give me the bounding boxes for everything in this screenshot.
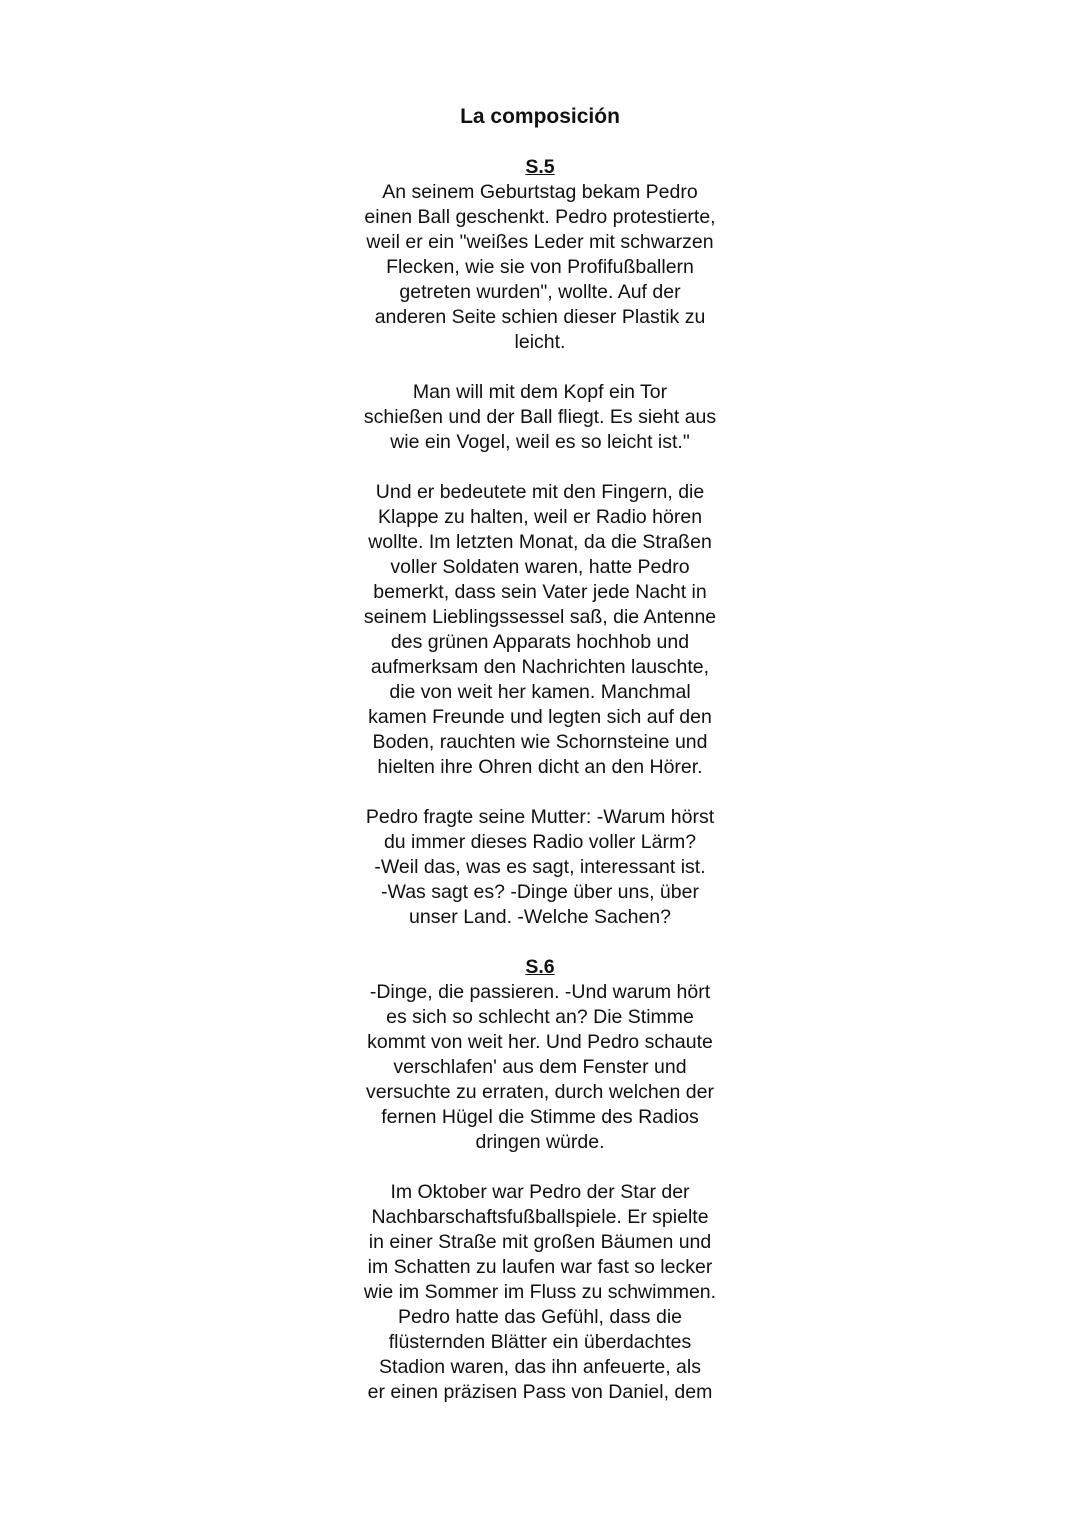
- text-line: Man will mit dem Kopf ein Tor: [412, 381, 668, 403]
- text-line: wie ein Vogel, weil es so leicht ist.": [390, 431, 690, 453]
- text-line: verschlafen' aus dem Fenster und: [393, 1056, 687, 1078]
- text-line: Klappe zu halten, weil er Radio hören: [377, 506, 703, 528]
- text-line: Nachbarschaftsfußballspiele. Er spielte: [371, 1206, 709, 1228]
- text-line: Flecken, wie sie von Profifußballern: [386, 256, 694, 278]
- text-line: Im Oktober war Pedro der Star der: [390, 1181, 690, 1203]
- text-line: kommt von weit her. Und Pedro schaute: [367, 1031, 713, 1053]
- text-line: bemerkt, dass sein Vater jede Nacht in: [373, 581, 707, 603]
- text-line: hielten ihre Ohren dicht an den Hörer.: [377, 756, 703, 778]
- text-line: er einen präzisen Pass von Daniel, dem: [367, 1381, 713, 1403]
- paragraph-spacer: [330, 455, 750, 480]
- text-line: im Schatten zu laufen war fast so lecker: [367, 1256, 713, 1278]
- text-column: [330, 155, 750, 1405]
- section-label: S.6: [525, 956, 555, 978]
- text-line: An seinem Geburtstag bekam Pedro: [382, 181, 698, 203]
- paragraph: [330, 480, 750, 780]
- paragraph-spacer: [330, 780, 750, 805]
- text-line: voller Soldaten waren, hatte Pedro: [390, 556, 690, 578]
- text-line: Boden, rauchten wie Schornsteine und: [372, 731, 708, 753]
- paragraph: [330, 1180, 750, 1405]
- text-line: einen Ball geschenkt. Pedro protestierte,: [364, 206, 716, 228]
- text-line: es sich so schlecht an? Die Stimme: [386, 1006, 694, 1028]
- section-spacer: [330, 930, 750, 955]
- text-line: Und er bedeutete mit den Fingern, die: [375, 481, 705, 503]
- paragraph-spacer: [330, 1155, 750, 1180]
- text-line: schießen und der Ball fliegt. Es sieht aus: [363, 406, 717, 428]
- text-line: des grünen Apparats hochhob und: [390, 631, 690, 653]
- text-line: -Dinge, die passieren. -Und warum hört: [369, 981, 711, 1003]
- text-line: kamen Freunde und legten sich auf den: [368, 706, 712, 728]
- text-line: anderen Seite schien dieser Plastik zu: [374, 306, 706, 328]
- text-line: Stadion waren, das ihn anfeuerte, als: [379, 1356, 701, 1378]
- paragraph-spacer: [330, 355, 750, 380]
- text-line: wollte. Im letzten Monat, da die Straßen: [368, 531, 712, 553]
- paragraph: [330, 180, 750, 355]
- text-line: Pedro hatte das Gefühl, dass die: [397, 1306, 683, 1328]
- paragraph: [330, 980, 750, 1155]
- text-line: seinem Lieblingssessel saß, die Antenne: [363, 606, 717, 628]
- paragraph: [330, 805, 750, 930]
- text-line: du immer dieses Radio voller Lärm?: [383, 831, 697, 853]
- text-line: -Weil das, was es sagt, interessant ist.: [374, 856, 706, 878]
- text-line: unser Land. -Welche Sachen?: [409, 906, 671, 928]
- text-line: getreten wurden", wollte. Auf der: [399, 281, 681, 303]
- text-line: dringen würde.: [475, 1131, 605, 1153]
- text-line: flüsternden Blätter ein überdachtes: [388, 1331, 692, 1353]
- text-line: -Was sagt es? -Dinge über uns, über: [381, 881, 699, 903]
- document-title: La composición: [460, 105, 620, 128]
- text-line: die von weit her kamen. Manchmal: [389, 681, 691, 703]
- text-line: Pedro fragte seine Mutter: -Warum hörst: [365, 806, 715, 828]
- text-line: wie im Sommer im Fluss zu schwimmen.: [363, 1281, 717, 1303]
- text-line: in einer Straße mit großen Bäumen und: [368, 1231, 712, 1253]
- text-line: leicht.: [514, 331, 566, 353]
- section-label: S.5: [525, 156, 555, 178]
- paragraph: [330, 380, 750, 455]
- text-line: fernen Hügel die Stimme des Radios: [381, 1106, 699, 1128]
- text-line: aufmerksam den Nachrichten lauschte,: [370, 656, 710, 678]
- text-line: weil er ein "weißes Leder mit schwarzen: [366, 231, 714, 253]
- text-line: versuchte zu erraten, durch welchen der: [366, 1081, 714, 1103]
